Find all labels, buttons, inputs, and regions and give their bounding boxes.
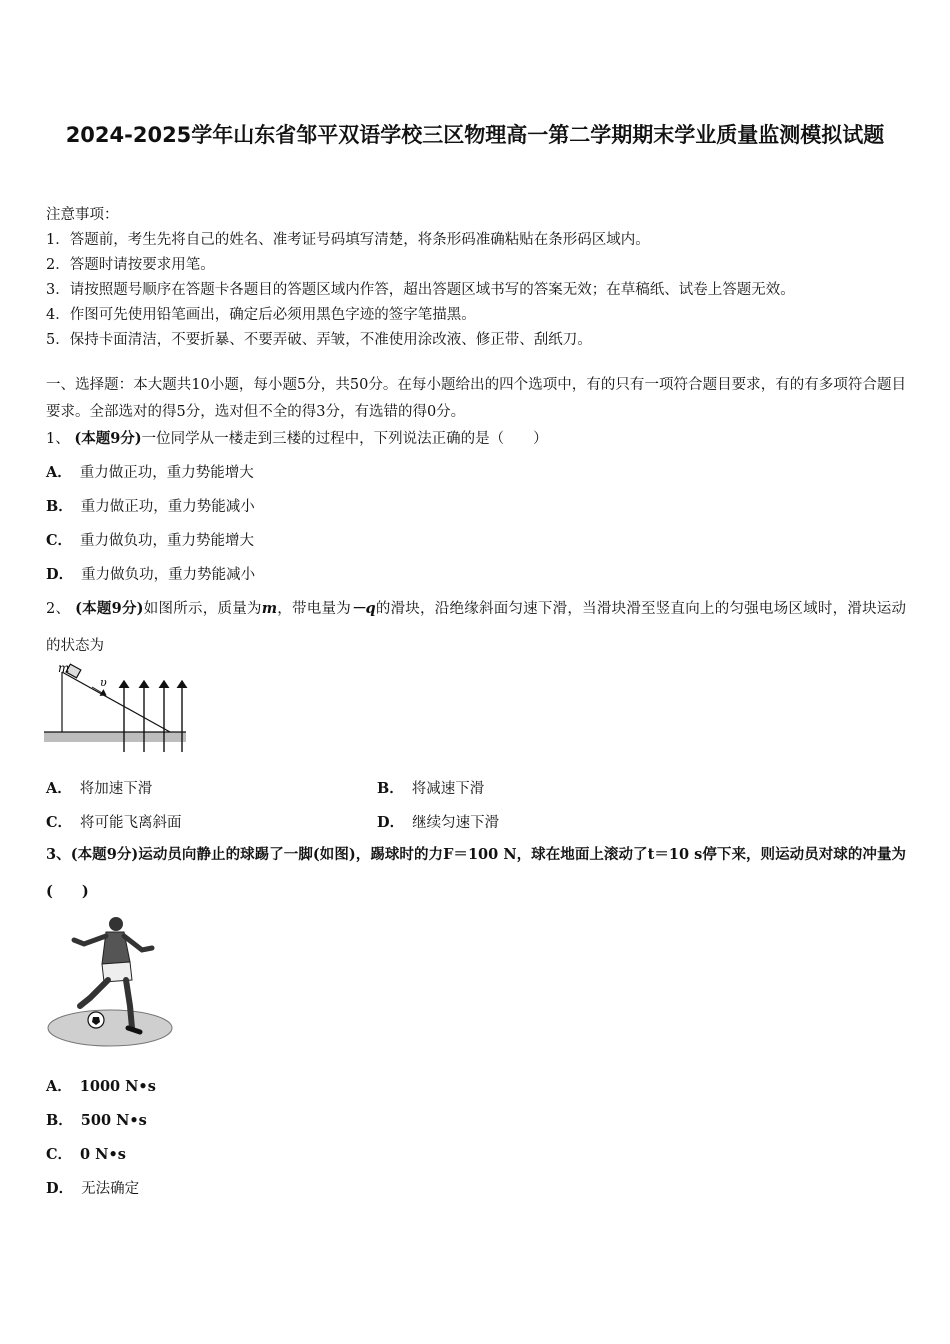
question-1 <box>46 427 548 448</box>
notice-item: 2．答题时请按要求用笔。 <box>46 257 215 273</box>
section-intro: 一、选择题：本大题共10小题，每小题5分，共50分。在每小题给出的四个选项中，有的只有一项符合题目要求，有的有多项符合题目要求。全部选对的得5分，选对但不全的得3分，有选错的得0分。 <box>46 377 906 420</box>
incline-figure <box>44 660 189 756</box>
option-letter: D． <box>377 814 405 831</box>
option-letter: A． <box>46 780 72 797</box>
option-letter: B． <box>377 780 404 797</box>
option-d <box>46 563 255 584</box>
option-letter: C． <box>46 1146 73 1163</box>
option-a <box>46 461 254 482</box>
velocity-label: υ <box>100 676 107 689</box>
option-letter: C． <box>46 814 73 831</box>
question-3 <box>46 836 906 910</box>
question-2 <box>46 590 906 665</box>
question-text: 一位同学从一楼走到三楼的过程中，下列说法正确的是（ ） <box>141 431 548 447</box>
incline-slope <box>62 672 170 732</box>
mass-symbol: m <box>261 600 278 617</box>
charge-symbol: －q <box>350 600 376 617</box>
option-c <box>46 1143 126 1164</box>
question-text: 如图所示，质量为 <box>143 601 262 617</box>
option-text: 重力做正功，重力势能减小 <box>80 499 255 515</box>
question-points: (本题9分) <box>74 430 142 447</box>
option-letter: D． <box>46 566 74 583</box>
question-text: ，带电量为 <box>277 601 351 617</box>
option-text: 将加速下滑 <box>79 781 153 797</box>
option-text: 重力做负功，重力势能减小 <box>81 567 256 583</box>
question-number: 1、 <box>46 431 70 447</box>
option-b <box>46 495 255 516</box>
option-a <box>46 777 152 798</box>
question-number: 3、 <box>46 846 71 863</box>
option-letter: B． <box>46 498 73 515</box>
player-head <box>109 917 123 931</box>
option-letter: C． <box>46 532 73 549</box>
question-number: 2、 <box>46 601 71 617</box>
question-points: (本题9分) <box>75 600 144 617</box>
option-text: 无法确定 <box>81 1181 140 1197</box>
page-title: 2024-2025学年山东省邹平双语学校三区物理高一第二学期期末学业质量监测模拟试题 <box>65 123 885 147</box>
football-player-figure <box>44 910 174 1050</box>
option-text: 0 N•s <box>80 1146 126 1163</box>
notice-item: 1．答题前，考生先将自己的姓名、准考证号码填写清楚，将条形码准确粘贴在条形码区域内。 <box>46 232 650 248</box>
option-letter: B． <box>46 1112 73 1129</box>
option-b <box>46 1109 147 1130</box>
option-text: 重力做负功，重力势能增大 <box>80 533 255 549</box>
option-text: 500 N•s <box>80 1112 147 1129</box>
option-text: 将减速下滑 <box>411 781 485 797</box>
option-text: 1000 N•s <box>79 1078 156 1095</box>
notice-heading: 注意事项： <box>46 207 119 223</box>
option-d <box>46 1177 139 1198</box>
question-text: (本题9分)运动员向静止的球踢了一脚(如图)，踢球时的力F＝100 N，球在地面上滚动了t＝10 s停下来，则运动员对球的冲量为( ) <box>46 846 906 900</box>
mass-label: m <box>58 661 70 675</box>
option-c <box>46 811 182 832</box>
option-b <box>377 777 484 798</box>
option-letter: A． <box>46 1078 72 1095</box>
notice-item: 5．保持卡面清洁，不要折暴、不要弄破、弄皱，不准使用涂改液、修正带、刮纸刀。 <box>46 332 592 348</box>
option-text: 将可能飞离斜面 <box>80 815 182 831</box>
notice-item: 4．作图可先使用铅笔画出，确定后必须用黑色字迹的签字笔描黑。 <box>46 307 476 323</box>
option-c <box>46 529 254 550</box>
grass-patch <box>48 1010 172 1046</box>
question-text: 的滑块，沿绝缘斜面匀速下滑，当滑块滑至竖直向上的匀强电场区域时，滑块运动的状态为 <box>46 601 907 654</box>
option-text: 重力做正功，重力势能增大 <box>79 465 254 481</box>
option-text: 继续匀速下滑 <box>412 815 500 831</box>
option-letter: D． <box>46 1180 74 1197</box>
option-letter: A． <box>46 464 72 481</box>
option-a <box>46 1075 156 1096</box>
notice-item: 3．请按照题号顺序在答题卡各题目的答题区域内作答，超出答题区域书写的答案无效；在草稿纸、试卷上答题无效。 <box>46 282 795 298</box>
option-d <box>377 811 499 832</box>
